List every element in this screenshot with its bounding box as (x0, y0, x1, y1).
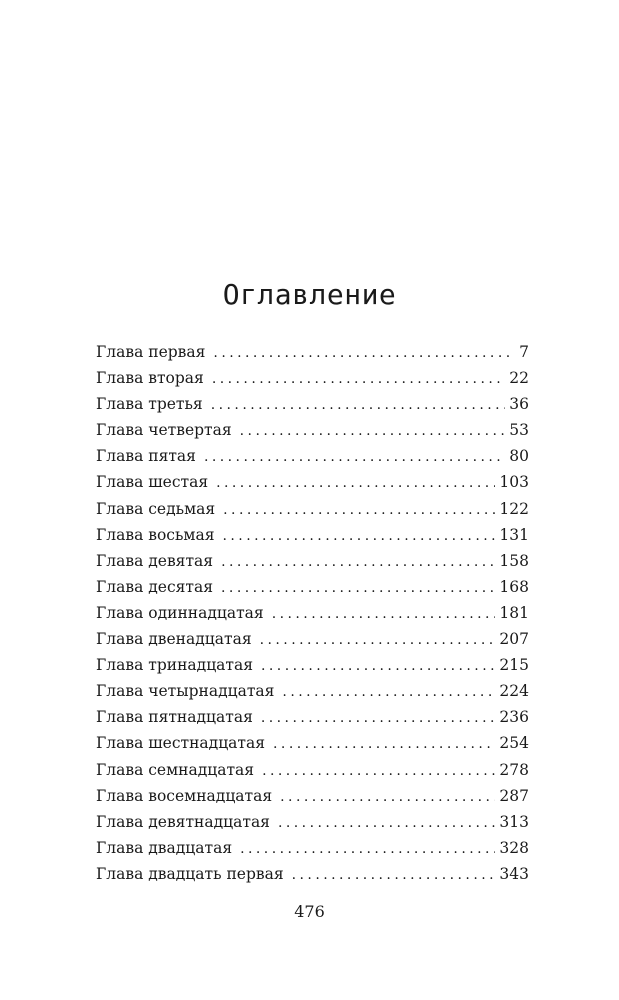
toc-page-number: 181 (499, 603, 529, 622)
toc-chapter-title: Глава шестая (96, 473, 209, 492)
toc-dot-leader (216, 470, 495, 496)
toc-entry[interactable] (96, 809, 529, 835)
toc-chapter-title: Глава девятнадцатая (96, 812, 270, 831)
toc-entry[interactable] (96, 522, 529, 548)
toc-chapter-title: Глава четвертая (96, 421, 232, 440)
toc-dot-leader (261, 653, 495, 679)
toc-page-number: 7 (519, 343, 529, 361)
toc-entry[interactable] (96, 391, 529, 417)
toc-dot-leader (272, 601, 496, 627)
toc-entry[interactable] (96, 652, 529, 678)
toc-entry[interactable] (96, 835, 529, 861)
toc-entry[interactable] (96, 600, 529, 626)
page-number: 476 (294, 902, 325, 921)
toc-dot-leader (261, 705, 496, 731)
toc-dot-leader (221, 549, 495, 575)
toc-entry[interactable] (96, 443, 529, 469)
toc-page-number: 122 (499, 499, 529, 518)
toc-dot-leader (221, 575, 495, 601)
toc-entry[interactable] (96, 365, 529, 391)
toc-entry[interactable] (96, 574, 529, 600)
toc-chapter-title: Глава седьмая (96, 499, 216, 518)
toc-entry[interactable] (96, 548, 529, 574)
toc-page-number: 313 (499, 812, 529, 831)
toc-dot-leader (240, 418, 506, 444)
toc-entry[interactable] (96, 861, 529, 887)
toc-chapter-title: Глава двадцатая (96, 838, 233, 857)
toc-chapter-title: Глава вторая (96, 369, 204, 388)
toc-page-number: 236 (499, 708, 529, 727)
toc-list (96, 339, 529, 887)
toc-entry[interactable] (96, 704, 529, 730)
toc-chapter-title: Глава шестнадцатая (96, 734, 266, 753)
toc-page-number: 36 (509, 395, 529, 414)
toc-chapter-title: Глава пятая (96, 447, 196, 466)
toc-entry[interactable] (96, 730, 529, 756)
toc-chapter-title: Глава семнадцатая (96, 760, 255, 779)
toc-chapter-title: Глава двенадцатая (96, 630, 252, 649)
toc-page-number: 53 (509, 421, 529, 440)
toc-dot-leader (211, 392, 506, 418)
toc-dot-leader (213, 340, 511, 366)
toc-dot-leader (292, 862, 496, 888)
toc-entry[interactable] (96, 496, 529, 522)
toc-chapter-title: Глава четырнадцатая (96, 682, 275, 701)
toc-dot-leader (280, 784, 495, 810)
toc-chapter-title: Глава тринадцатая (96, 656, 253, 675)
toc-chapter-title: Глава восемнадцатая (96, 786, 273, 805)
toc-chapter-title: Глава пятнадцатая (96, 708, 253, 727)
toc-chapter-title: Глава двадцать первая (96, 864, 284, 883)
toc-chapter-title: Глава одиннадцатая (96, 603, 264, 622)
toc-entry[interactable] (96, 678, 529, 704)
toc-chapter-title: Глава первая (96, 343, 206, 361)
toc-dot-leader (260, 627, 496, 653)
toc-dot-leader (273, 731, 495, 757)
toc-dot-leader (278, 810, 495, 836)
toc-page-number: 224 (499, 682, 529, 701)
toc-page-number: 278 (499, 760, 529, 779)
toc-chapter-title: Глава третья (96, 395, 203, 414)
toc-dot-leader (223, 497, 495, 523)
toc-page-number: 80 (509, 447, 529, 466)
toc-dot-leader (282, 679, 495, 705)
toc-dot-leader (262, 758, 495, 784)
toc-chapter-title: Глава девятая (96, 551, 214, 570)
toc-page-number: 207 (499, 630, 529, 649)
toc-entry[interactable] (96, 469, 529, 495)
toc-page-number: 168 (499, 577, 529, 596)
toc-page-number: 103 (499, 473, 529, 492)
toc-page-number: 22 (509, 369, 529, 388)
toc-dot-leader (212, 366, 505, 392)
toc-entry[interactable] (96, 757, 529, 783)
toc-dot-leader (223, 523, 496, 549)
toc-dot-leader (240, 836, 495, 862)
toc-page-number: 254 (499, 734, 529, 753)
toc-page-number: 287 (499, 786, 529, 805)
toc-entry[interactable] (96, 783, 529, 809)
toc-chapter-title: Глава восьмая (96, 525, 215, 544)
toc-page-number: 328 (499, 838, 529, 857)
toc-page-number: 215 (499, 656, 529, 675)
toc-page-number: 131 (499, 525, 529, 544)
toc-entry[interactable] (96, 339, 529, 365)
toc-entry[interactable] (96, 417, 529, 443)
toc-chapter-title: Глава десятая (96, 577, 214, 596)
toc-page-number: 158 (499, 551, 529, 570)
toc-entry[interactable] (96, 626, 529, 652)
toc-title: Оглавление (222, 278, 397, 311)
toc-page-number: 343 (499, 864, 529, 883)
toc-dot-leader (204, 444, 505, 470)
